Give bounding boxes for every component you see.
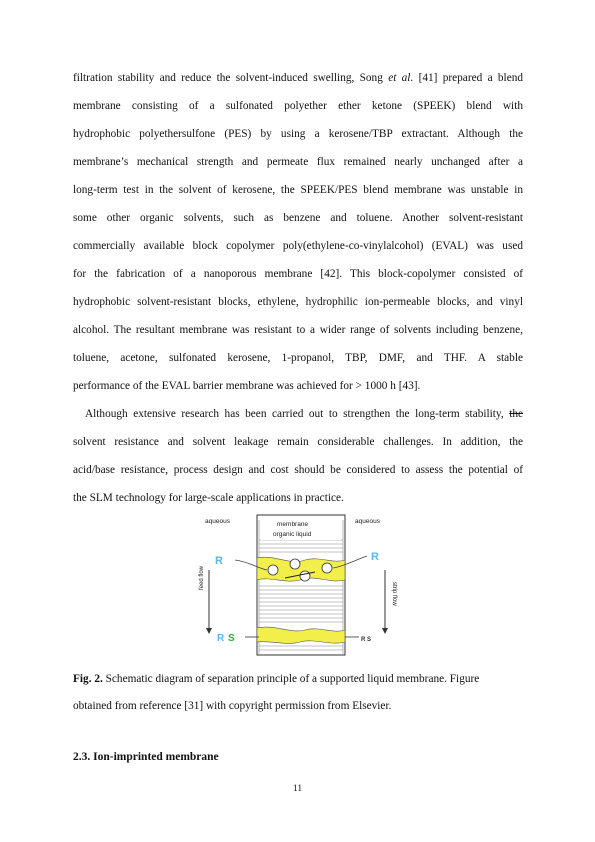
figure-caption-line-1 xyxy=(73,672,479,686)
para2-line-1 xyxy=(85,407,523,421)
label-rs-right: R S xyxy=(361,637,372,643)
carrier-1 xyxy=(268,565,278,575)
label-aqueous-left: aqueous xyxy=(205,518,230,525)
body-line-9: hydrophobic solvent-resistant blocks, ethylene, hydrophilic ion-permeable blocks, and vinyl xyxy=(73,296,523,308)
body-line-10: alcohol. The resultant membrane was resistant to a wider range of solvents including benzene, xyxy=(73,324,523,336)
struck-word: the xyxy=(509,408,523,420)
figure-caption-line-2: obtained from reference [31] with copyright permission from Elsevier. xyxy=(73,700,392,712)
caption-text-1: Schematic diagram of separation principle of a supported liquid membrane. Figure xyxy=(102,673,480,685)
caption-label: Fig. 2. xyxy=(73,673,103,685)
slm-diagram xyxy=(195,510,400,660)
para2-line-4: the SLM technology for large-scale applications in practice. xyxy=(73,492,344,504)
section-heading: 2.3. Ion-imprinted membrane xyxy=(73,751,219,763)
body-line-4: membrane’s mechanical strength and permeate flux remained nearly unchanged after a xyxy=(73,156,523,168)
para2-line-3: acid/base resistance, process design and cost should be considered to assess the potential of xyxy=(73,464,523,476)
carrier-2 xyxy=(290,559,300,569)
label-organic-liquid: organic liquid xyxy=(273,531,312,538)
et-al: et al. xyxy=(388,72,414,84)
body-line-12: performance of the EVAL barrier membrane was achieved for > 1000 h [43]. xyxy=(73,380,421,392)
page-number: 11 xyxy=(292,784,303,794)
para2-line-2: solvent resistance and solvent leakage remain considerable challenges. In addition, the xyxy=(73,436,523,448)
body-line-8: for the fabrication of a nanoporous membrane [42]. This block-copolymer consisted of xyxy=(73,268,523,280)
slm-figure xyxy=(195,510,400,660)
body-line-5: long-term test in the solvent of kerosene, the SPEEK/PES blend membrane was unstable in xyxy=(73,184,523,196)
body-line-3: hydrophobic polyethersulfone (PES) by using a kerosene/TBP extractant. Although the xyxy=(73,128,523,140)
carrier-4 xyxy=(322,563,332,573)
feed-flow-arrowhead xyxy=(206,628,212,634)
body-line-7: commercially available block copolymer poly(ethylene-co-vinylalcohol) (EVAL) was used xyxy=(73,240,523,252)
label-strip-flow: strip flow xyxy=(391,582,397,606)
label-rs-left-r: R xyxy=(217,633,225,644)
body-line-11: toluene, acetone, sulfonated kerosene, 1-propanol, TBP, DMF, and THF. A stable xyxy=(73,352,523,364)
body-line-1-part-b: [41] prepared a blend xyxy=(413,72,523,84)
label-membrane: membrane xyxy=(277,521,309,528)
para2-line-1-text: Although extensive research has been carried out to strengthen the long-term stability, xyxy=(85,408,504,420)
body-line-2: membrane consisting of a sulfonated polyether ether ketone (SPEEK) blend with xyxy=(73,100,523,112)
label-aqueous-right: aqueous xyxy=(355,518,380,525)
body-line-6: some other organic solvents, such as benzene and toluene. Another solvent-resistant xyxy=(73,212,523,224)
label-r-left: R xyxy=(215,555,223,567)
carrier-3 xyxy=(300,571,310,581)
label-r-right: R xyxy=(371,551,379,563)
strip-flow-arrowhead xyxy=(382,628,388,634)
body-line-1 xyxy=(73,71,523,85)
label-feed-flow: feed flow xyxy=(199,565,205,590)
body-line-1-part-a: filtration stability and reduce the solvent-induced swelling, Song xyxy=(73,72,389,84)
label-rs-left-s: S xyxy=(228,633,235,644)
